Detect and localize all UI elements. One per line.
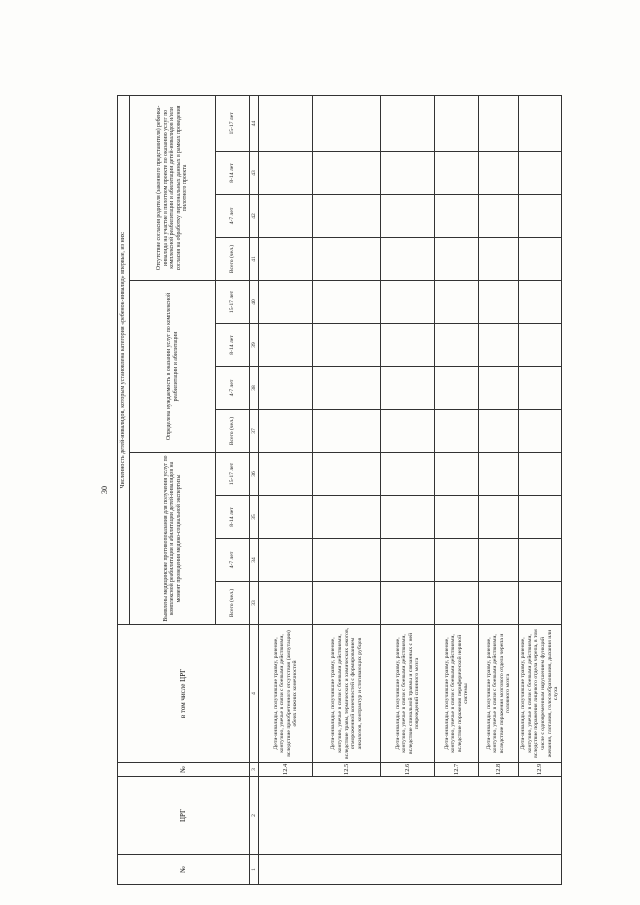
data-cell bbox=[259, 582, 313, 625]
data-cell bbox=[479, 496, 519, 539]
num-cell bbox=[259, 855, 561, 885]
data-cell bbox=[381, 195, 435, 238]
col-index: 35 bbox=[250, 496, 259, 539]
data-cell bbox=[259, 367, 313, 410]
data-cell bbox=[313, 410, 381, 453]
data-cell bbox=[519, 95, 561, 151]
data-cell bbox=[259, 195, 313, 238]
data-cell bbox=[519, 324, 561, 367]
data-cell bbox=[381, 582, 435, 625]
data-cell bbox=[479, 195, 519, 238]
table-row bbox=[381, 95, 435, 884]
age-col-total-c: Всего (чел.) bbox=[216, 238, 250, 281]
data-cell bbox=[381, 152, 435, 195]
data-cell bbox=[435, 195, 479, 238]
row-description: Дети-инвалиды, получившие травму, ранение, контузию, увечье в связи с боевыми действиями, вследствие приобретенного отсутствия (ампутации) обеих нижних конечностей bbox=[259, 625, 313, 763]
data-cell bbox=[313, 367, 381, 410]
age-col-total-a: Всего (чел.) bbox=[216, 582, 250, 625]
age-col-15-17-b: 15-17 лет bbox=[216, 281, 250, 324]
data-cell bbox=[435, 367, 479, 410]
data-cell bbox=[259, 410, 313, 453]
header-group-need: Определена нуждаемость в оказании услуг по комплексной реабилитации и абилитации bbox=[130, 281, 216, 453]
data-cell bbox=[435, 238, 479, 281]
age-col-4-7-a: 4-7 лет bbox=[216, 539, 250, 582]
row-code: 12.8 bbox=[479, 763, 519, 777]
data-cell bbox=[479, 324, 519, 367]
data-cell bbox=[479, 152, 519, 195]
header-sub-num: № bbox=[118, 763, 250, 777]
header-incl-cpg: в том числе ЦРГ bbox=[118, 625, 250, 763]
header-group-contraindications: Выявлены медицинские противопоказания для получения услуг по комплексной реабилитации и абилитации детей-инвалидов на момент проведения медико-социальной экспертизы bbox=[130, 453, 216, 625]
data-cell bbox=[479, 367, 519, 410]
data-cell bbox=[381, 539, 435, 582]
data-cell bbox=[435, 582, 479, 625]
table-row bbox=[519, 95, 561, 884]
table-row bbox=[435, 95, 479, 884]
data-cell bbox=[259, 95, 313, 151]
age-col-total-b: Всего (чел.) bbox=[216, 410, 250, 453]
data-cell bbox=[259, 152, 313, 195]
data-cell bbox=[259, 496, 313, 539]
col-index: 38 bbox=[250, 367, 259, 410]
age-col-15-17-a: 15-17 лет bbox=[216, 453, 250, 496]
data-cell bbox=[381, 95, 435, 151]
col-index: 2 bbox=[250, 777, 259, 855]
data-cell bbox=[519, 496, 561, 539]
data-cell bbox=[519, 367, 561, 410]
data-cell bbox=[259, 539, 313, 582]
data-cell bbox=[313, 582, 381, 625]
data-cell bbox=[313, 152, 381, 195]
data-cell bbox=[381, 367, 435, 410]
data-cell bbox=[381, 410, 435, 453]
data-cell bbox=[313, 496, 381, 539]
data-cell bbox=[479, 582, 519, 625]
row-description: Дети-инвалиды, получившие травму, ранение, контузию, увечье в связи с боевыми действиями, вследствие поражения периферической нервной системы bbox=[435, 625, 479, 763]
data-cell bbox=[313, 453, 381, 496]
data-cell bbox=[435, 281, 479, 324]
row-code: 12.7 bbox=[435, 763, 479, 777]
col-index: 43 bbox=[250, 152, 259, 195]
data-cell bbox=[519, 453, 561, 496]
row-description: Дети-инвалиды, получившие травму, ранение, контузию, увечье в связи с боевыми действиями, вследствие поражения лицевого отдела черепа, в том числе с одновременным нарушением функций жевания, глотания, голосообразования, дыхания или слуха bbox=[519, 625, 561, 763]
col-index: 42 bbox=[250, 195, 259, 238]
data-cell bbox=[435, 410, 479, 453]
data-cell bbox=[313, 324, 381, 367]
row-code: 12.4 bbox=[259, 763, 313, 777]
page-number: 30 bbox=[100, 486, 109, 494]
age-col-4-7-b: 4-7 лет bbox=[216, 367, 250, 410]
data-cell bbox=[479, 281, 519, 324]
col-index: 4 bbox=[250, 625, 259, 763]
data-cell bbox=[435, 496, 479, 539]
table-row bbox=[313, 95, 381, 884]
age-col-4-7-c: 4-7 лет bbox=[216, 195, 250, 238]
row-description: Дети-инвалиды, получившие травму, ранение, контузию, увечье в связи с боевыми действиями, вследствие спинальной травмы и связанных с ней повреждений спинного мозга bbox=[381, 625, 435, 763]
data-cell bbox=[381, 453, 435, 496]
col-index: 3 bbox=[250, 763, 259, 777]
data-cell bbox=[435, 453, 479, 496]
data-cell bbox=[435, 152, 479, 195]
header-num: № bbox=[118, 855, 250, 885]
header-super: Численность детей-инвалидов, которым установлена категория «ребенок-инвалид» впервые, из них: bbox=[118, 95, 130, 624]
data-cell bbox=[313, 238, 381, 281]
data-cell bbox=[479, 95, 519, 151]
data-cell bbox=[259, 238, 313, 281]
age-col-8-14-b: 8-14 лет bbox=[216, 324, 250, 367]
data-cell bbox=[519, 582, 561, 625]
cpg-cell bbox=[259, 777, 561, 855]
col-index: 44 bbox=[250, 95, 259, 151]
col-index: 1 bbox=[250, 855, 259, 885]
data-cell bbox=[519, 281, 561, 324]
data-cell bbox=[479, 238, 519, 281]
data-cell bbox=[313, 539, 381, 582]
data-cell bbox=[313, 195, 381, 238]
data-cell bbox=[519, 195, 561, 238]
age-col-8-14-a: 8-14 лет bbox=[216, 496, 250, 539]
row-code: 12.9 bbox=[519, 763, 561, 777]
data-cell bbox=[313, 281, 381, 324]
data-cell bbox=[381, 496, 435, 539]
header-cpg: ЦРГ bbox=[118, 777, 250, 855]
table-row bbox=[259, 95, 313, 884]
data-cell bbox=[519, 238, 561, 281]
row-code: 12.5 bbox=[313, 763, 381, 777]
data-cell bbox=[381, 238, 435, 281]
data-cell bbox=[479, 539, 519, 582]
col-index: 39 bbox=[250, 324, 259, 367]
data-cell bbox=[519, 410, 561, 453]
report-table bbox=[117, 95, 562, 885]
data-cell bbox=[519, 539, 561, 582]
col-index: 33 bbox=[250, 582, 259, 625]
row-description: Дети-инвалиды, получившие травму, ранение, контузию, увечье в связи с боевыми действиями, вследствие травм, термических и химических ожогов, отмороженной конечностей с формированием анкилозов, контрактур и стягивающих рубцов bbox=[313, 625, 381, 763]
data-cell bbox=[381, 324, 435, 367]
data-cell bbox=[519, 152, 561, 195]
data-cell bbox=[435, 539, 479, 582]
data-cell bbox=[479, 453, 519, 496]
row-description: Дети-инвалиды, получившие травму, ранение, контузию, увечье в связи с боевыми действиями, вследствие поражения мозгового отдела черепа и головного мозга bbox=[479, 625, 519, 763]
age-col-15-17-c: 15-17 лет bbox=[216, 95, 250, 151]
col-index: 37 bbox=[250, 410, 259, 453]
data-cell bbox=[381, 281, 435, 324]
data-cell bbox=[259, 281, 313, 324]
rotated-page bbox=[100, 90, 560, 890]
data-cell bbox=[259, 453, 313, 496]
data-cell bbox=[259, 324, 313, 367]
col-index: 41 bbox=[250, 238, 259, 281]
col-index: 36 bbox=[250, 453, 259, 496]
data-cell bbox=[435, 324, 479, 367]
table-row bbox=[479, 95, 519, 884]
age-col-8-14-c: 8-14 лет bbox=[216, 152, 250, 195]
col-index: 40 bbox=[250, 281, 259, 324]
data-cell bbox=[313, 95, 381, 151]
col-index: 34 bbox=[250, 539, 259, 582]
data-cell bbox=[435, 95, 479, 151]
header-group-no-consent: Отсутствие согласия родителя (законного представителя) ребенка-инвалида на участие в пилотном проекте по оказанию услуг по комплексной реабилитации и абилитации детей-инвалидов и/или согласия на обработку персональных данных в рамках проведения пилотного проекта bbox=[130, 95, 216, 280]
data-cell bbox=[479, 410, 519, 453]
row-code: 12.6 bbox=[381, 763, 435, 777]
